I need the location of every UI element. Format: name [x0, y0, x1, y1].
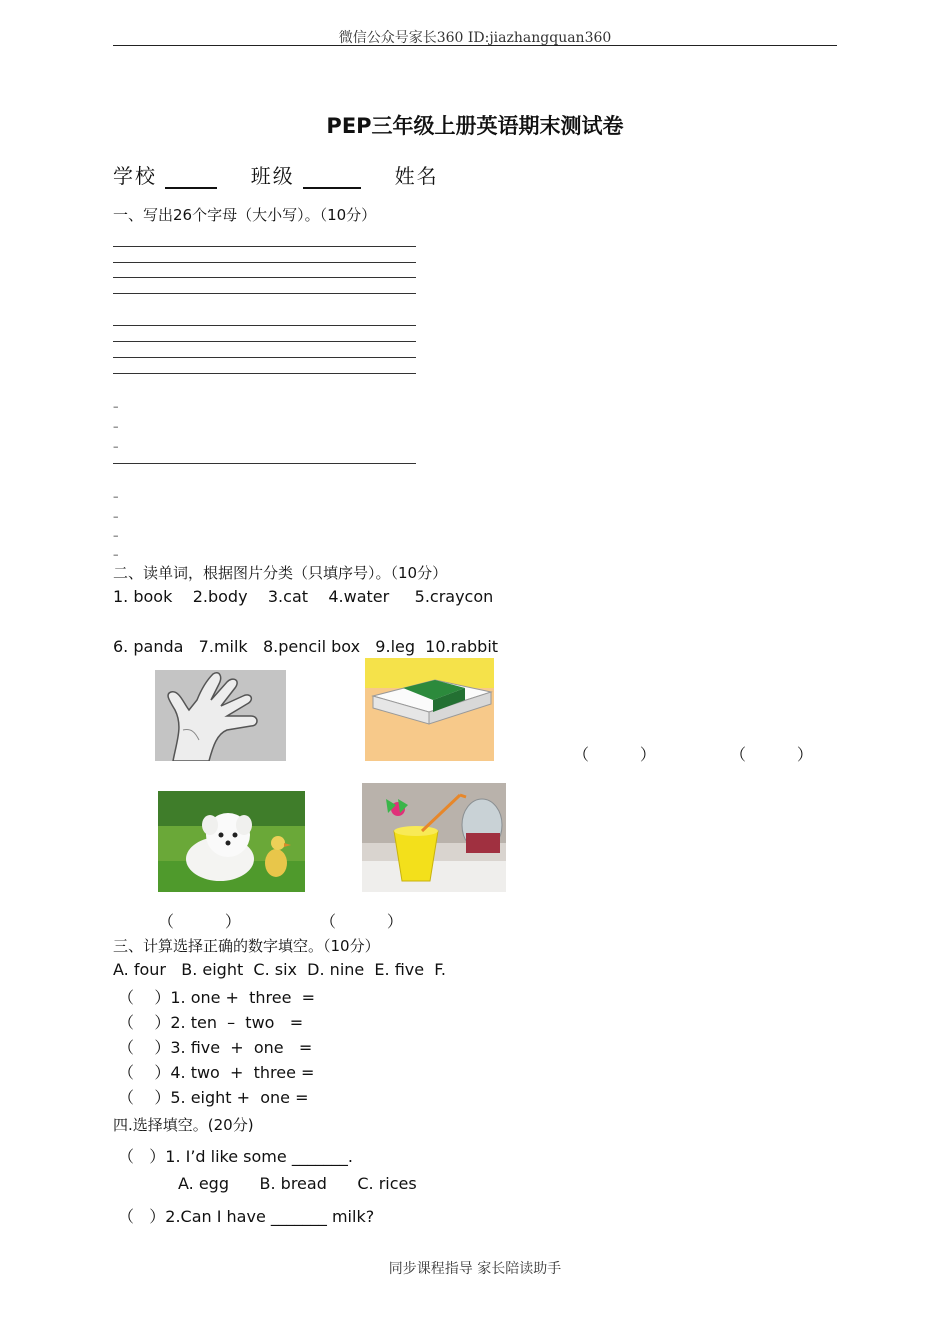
section4-heading: 四.选择填空。(20分): [113, 1116, 254, 1134]
dash-mark: –: [113, 548, 119, 561]
eraser-icon: [365, 658, 494, 761]
school-label: 学校: [113, 164, 157, 188]
student-info: [113, 160, 439, 189]
juice-picture: [362, 783, 506, 892]
math-question[interactable]: （ ）5. eight + one =: [118, 1088, 309, 1107]
school-blank[interactable]: [165, 167, 217, 189]
dog-picture: [158, 791, 305, 892]
eraser-picture: [365, 658, 494, 761]
dash-mark: –: [113, 510, 119, 523]
math-question[interactable]: （ ）1. one + three =: [118, 988, 316, 1007]
dash-mark: –: [113, 490, 119, 503]
header-rule: [113, 45, 837, 46]
writing-line[interactable]: [113, 341, 416, 342]
writing-line[interactable]: [113, 277, 416, 278]
writing-line[interactable]: [113, 373, 416, 374]
section2-heading: 二、读单词，根据图片分类（只填序号）。（10分）: [113, 564, 448, 582]
writing-line[interactable]: [113, 246, 416, 247]
writing-line[interactable]: [113, 262, 416, 263]
number-options: A. four B. eight C. six D. nine E. five F.: [113, 960, 446, 979]
math-question[interactable]: （ ）2. ten – two =: [118, 1013, 304, 1032]
page-header: 微信公众号家长360 ID:jiazhangquan360: [338, 30, 612, 46]
answer-paren-hand[interactable]: （ ）: [730, 745, 813, 764]
writing-line[interactable]: [113, 357, 416, 358]
writing-line[interactable]: [113, 325, 416, 326]
dash-mark: –: [113, 529, 119, 542]
writing-line[interactable]: [113, 463, 416, 464]
math-question[interactable]: （ ）3. five + one =: [118, 1038, 313, 1057]
writing-line[interactable]: [113, 293, 416, 294]
answer-paren-juice[interactable]: （ ）: [320, 912, 403, 931]
page-footer: 同步课程指导 家长陪读助手: [388, 1261, 562, 1277]
word-list-row2: 6. panda 7.milk 8.pencil box 9.leg 10.rabbit: [113, 637, 499, 656]
name-label: 姓名: [394, 164, 439, 188]
page-title: PEP三年级上册英语期末测试卷: [326, 114, 624, 138]
section1-heading: 一、写出26个字母（大小写）。（10分）: [113, 206, 377, 224]
dash-mark: –: [113, 420, 119, 433]
choice-options: A. egg B. bread C. rices: [178, 1174, 417, 1193]
word-list-row1: 1. book 2.body 3.cat 4.water 5.craycon: [113, 587, 494, 606]
answer-paren-eraser[interactable]: （ ）: [573, 745, 656, 764]
section3-heading: 三、计算选择正确的数字填空。（10分）: [113, 937, 380, 955]
class-blank[interactable]: [303, 167, 361, 189]
dog-icon: [158, 791, 305, 892]
answer-paren-dog[interactable]: （ ）: [158, 912, 241, 931]
choice-question[interactable]: （ ）2.Can I have _______ milk?: [118, 1207, 375, 1226]
dash-mark: –: [113, 400, 119, 413]
hand-icon: [155, 670, 286, 761]
class-label: 班级: [250, 164, 295, 188]
hand-picture: [155, 670, 286, 761]
choice-question[interactable]: （ ）1. I’d like some _______.: [118, 1147, 353, 1166]
math-question[interactable]: （ ）4. two + three =: [118, 1063, 315, 1082]
dash-mark: –: [113, 440, 119, 453]
juice-icon: [362, 783, 506, 892]
